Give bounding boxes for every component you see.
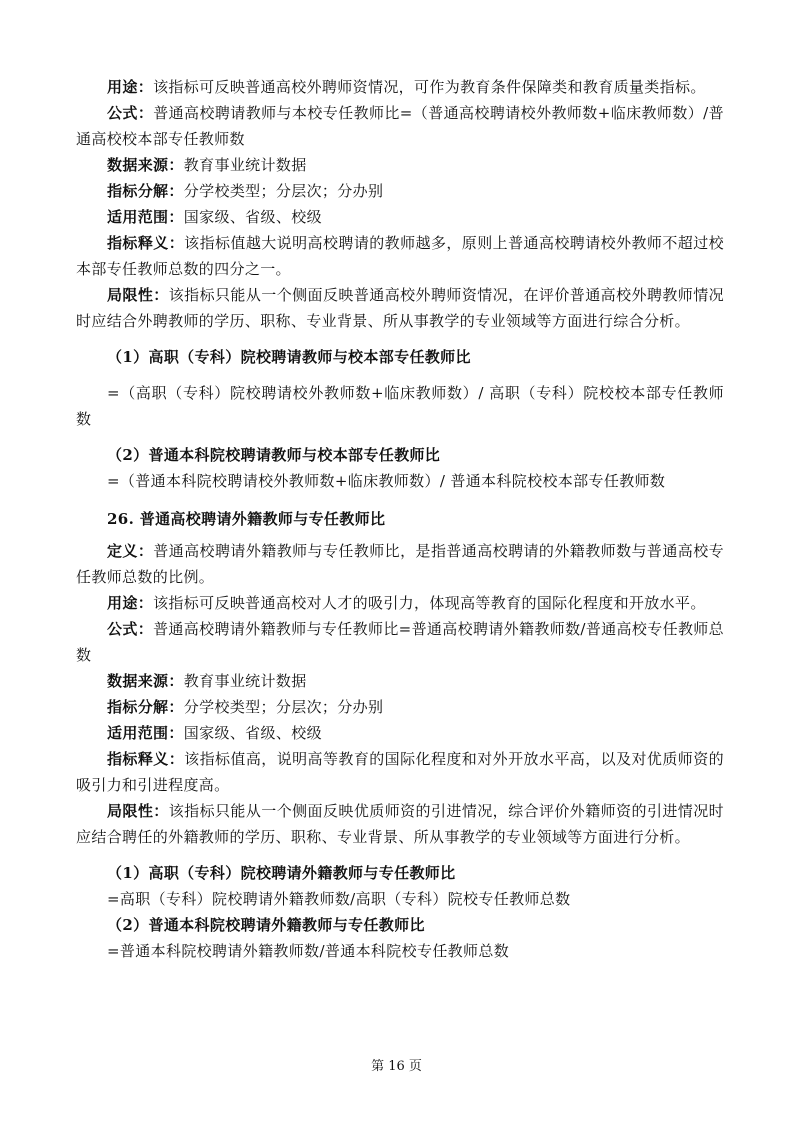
source-label: 数据来源： <box>107 156 184 174</box>
formula-label: 公式： <box>107 104 154 122</box>
scope-paragraph <box>76 204 724 230</box>
breakdown-paragraph <box>76 178 724 204</box>
breakdown-text: 分学校类型；分层次；分办别 <box>183 698 384 716</box>
source-label: 数据来源： <box>107 672 184 690</box>
breakdown-text: 分学校类型；分层次；分办别 <box>183 182 384 200</box>
limitation-text: 该指标只能从一个侧面反映普通高校外聘师资情况，在评价普通高校外聘教师情况时应结合外聘教师的学历、职称、专业背景、所从事教学的专业领域等方面进行综合分析。 <box>76 286 725 330</box>
subsection-formula: =（普通本科院校聘请校外教师数+临床教师数）/ 普通本科院校校本部专任教师数 <box>107 472 666 490</box>
use-paragraph <box>76 590 724 616</box>
scope-text: 国家级、省级、校级 <box>183 208 322 226</box>
formula-paragraph <box>76 616 724 668</box>
source-paragraph <box>76 668 724 694</box>
interpretation-text: 该指标值越大说明高校聘请的教师越多，原则上普通高校聘请校外教师不超过校本部专任教师总数的四分之一。 <box>76 234 724 278</box>
formula-text: 普通高校聘请外籍教师与专任教师比=普通高校聘请外籍教师数/普通高校专任教师总数 <box>76 620 724 664</box>
scope-paragraph <box>76 720 724 746</box>
breakdown-label: 指标分解： <box>107 182 184 200</box>
subsection-formula: =高职（专科）院校聘请外籍教师数/高职（专科）院校专任教师总数 <box>107 890 571 908</box>
formula-label: 公式： <box>107 620 154 638</box>
limitation-label: 局限性： <box>107 286 169 304</box>
use-text: 该指标可反映普通高校对人才的吸引力，体现高等教育的国际化程度和开放水平。 <box>153 594 706 612</box>
subsection-heading: （2）普通本科院校聘请教师与校本部专任教师比 <box>107 446 441 464</box>
limitation-paragraph <box>76 282 724 334</box>
limitation-text: 该指标只能从一个侧面反映优质师资的引进情况，综合评价外籍师资的引进情况时应结合聘任的外籍教师的学历、职称、专业背景、所从事教学的专业领域等方面进行分析。 <box>76 802 725 846</box>
interpretation-text: 该指标值高，说明高等教育的国际化程度和对外开放水平高，以及对优质师资的吸引力和引进程度高。 <box>76 750 724 794</box>
page-number: 第 16 页 <box>371 1059 422 1074</box>
interpretation-label: 指标释义： <box>107 234 185 252</box>
breakdown-paragraph <box>76 694 724 720</box>
scope-text: 国家级、省级、校级 <box>183 724 322 742</box>
definition-paragraph <box>76 538 724 590</box>
definition-label: 定义： <box>107 542 154 560</box>
formula-paragraph <box>76 100 724 152</box>
subsection-heading: （2）普通本科院校聘请外籍教师与专任教师比 <box>107 916 425 934</box>
section-heading: 26. 普通高校聘请外籍教师与专任教师比 <box>107 510 386 528</box>
limitation-label: 局限性： <box>107 802 169 820</box>
scope-label: 适用范围： <box>107 724 184 742</box>
formula-text: 普通高校聘请教师与本校专任教师比=（普通高校聘请校外教师数+临床教师数）/普通高校校本部专任教师数 <box>76 104 724 148</box>
use-label: 用途： <box>107 78 154 96</box>
interpretation-paragraph <box>76 746 724 798</box>
interpretation-paragraph <box>76 230 724 282</box>
use-paragraph <box>76 74 724 100</box>
source-text: 教育事业统计数据 <box>183 156 307 174</box>
subsection-heading: （1）高职（专科）院校聘请教师与校本部专任教师比 <box>107 348 471 366</box>
use-label: 用途： <box>107 594 154 612</box>
subsection-heading: （1）高职（专科）院校聘请外籍教师与专任教师比 <box>107 864 456 882</box>
use-text: 该指标可反映普通高校外聘师资情况，可作为教育条件保障类和教育质量类指标。 <box>153 78 706 96</box>
limitation-paragraph <box>76 798 724 850</box>
source-paragraph <box>76 152 724 178</box>
subsection-formula: =普通本科院校聘请外籍教师数/普通本科院校专任教师总数 <box>107 942 510 960</box>
definition-text: 普通高校聘请外籍教师与专任教师比，是指普通高校聘请的外籍教师数与普通高校专任教师总数的比例。 <box>76 542 724 586</box>
subsection-formula: =（高职（专科）院校聘请校外教师数+临床教师数）/ 高职（专科）院校校本部专任教师数 <box>76 384 724 428</box>
page-content <box>76 74 724 964</box>
source-text: 教育事业统计数据 <box>183 672 307 690</box>
breakdown-label: 指标分解： <box>107 698 184 716</box>
interpretation-label: 指标释义： <box>107 750 185 768</box>
scope-label: 适用范围： <box>107 208 184 226</box>
